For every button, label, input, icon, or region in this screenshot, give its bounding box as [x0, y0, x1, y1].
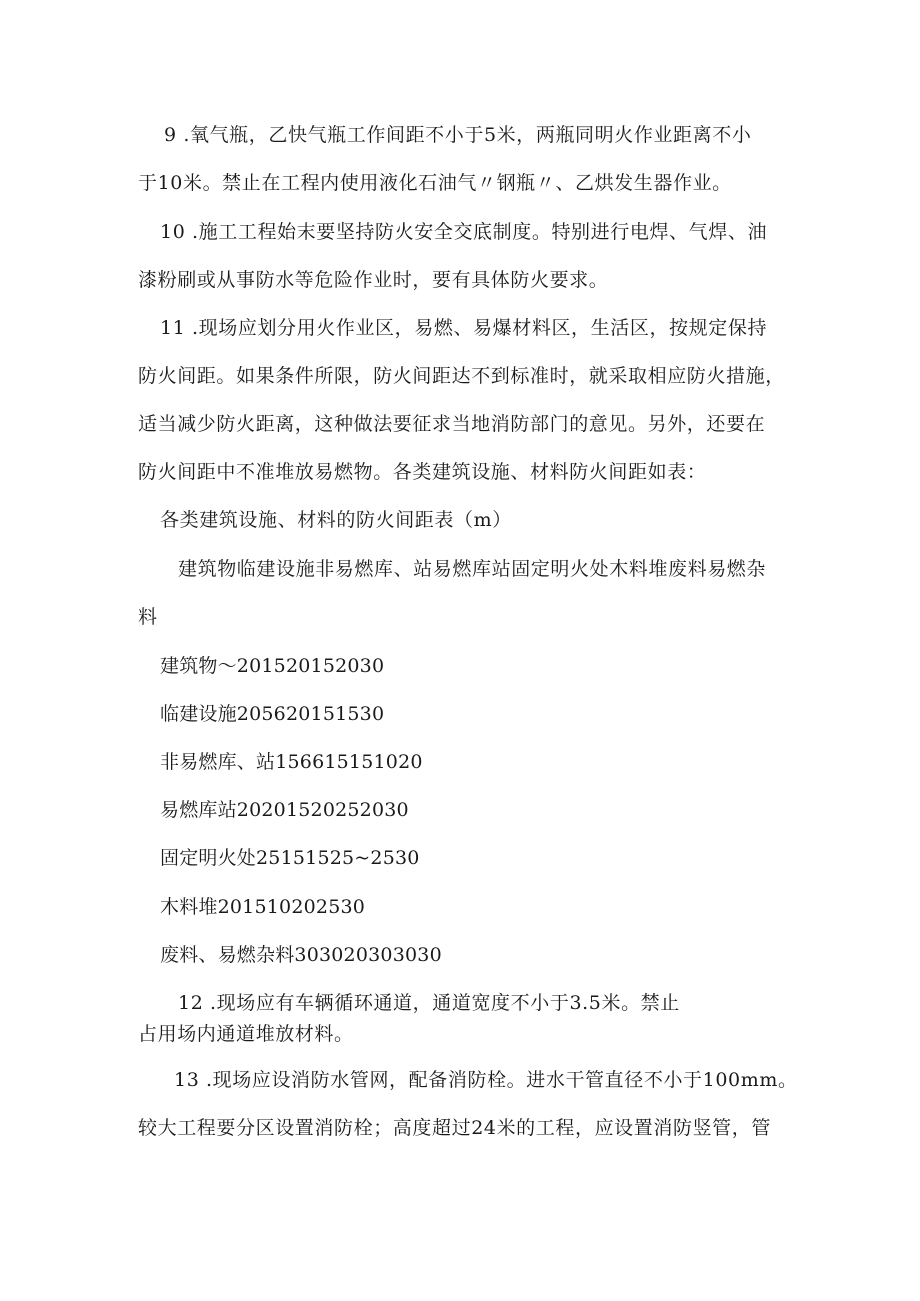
- paragraph-9-line-1: 9 .氧气瓶，乙快气瓶工作间距不小于5米，两瓶同明火作业距离不小: [164, 124, 752, 146]
- table-caption: 各类建筑设施、材料的防火间距表（m）: [160, 509, 512, 531]
- paragraph-13-line-2: 较大工程要分区设置消防栓；高度超过24米的工程，应设置消防竖管，管: [138, 1117, 771, 1139]
- paragraph-11-line-4: 防火间距中不准堆放易燃物。各类建筑设施、材料防火间距如表：: [138, 461, 707, 483]
- paragraph-9-line-2: 于10米。禁止在工程内使用液化石油气〃钢瓶〃、乙烘发生器作业。: [138, 172, 732, 194]
- paragraph-11-line-2: 防火间距。如果条件所限，防火间距达不到标准时，就采取相应防火措施，: [138, 365, 785, 387]
- table-header-line-1: 建筑物临建设施非易燃库、站易燃库站固定明火处木料堆废料易燃杂: [178, 558, 767, 580]
- table-row: 易燃库站20201520252030: [160, 799, 409, 821]
- table-row: 临建设施205620151530: [160, 703, 385, 725]
- paragraph-13-line-1: 13 .现场应设消防水管网，配备消防栓。进水干管直径不小于100mm。: [174, 1069, 798, 1091]
- table-header-line-2: 料: [138, 606, 158, 628]
- paragraph-12-line-1: 12 .现场应有车辆循环通道，通道宽度不小于3.5米。禁止: [178, 992, 680, 1014]
- table-row: 固定明火处25151525~2530: [160, 847, 420, 869]
- paragraph-11-line-1: 11 .现场应划分用火作业区，易燃、易爆材料区，生活区，按规定保持: [160, 317, 768, 339]
- table-row: 建筑物～201520152030: [160, 655, 385, 677]
- paragraph-10-line-2: 漆粉刷或从事防水等危险作业时，要有具体防火要求。: [138, 269, 609, 291]
- paragraph-11-line-3: 适当减少防火距离，这种做法要征求当地消防部门的意见。另外，还要在: [138, 413, 766, 435]
- paragraph-12-line-2: 占用场内通道堆放材料。: [138, 1023, 354, 1045]
- table-row: 非易燃库、站156615151020: [160, 751, 423, 773]
- table-row: 木料堆201510202530: [160, 896, 366, 918]
- table-row: 废料、易燃杂料303020303030: [160, 944, 442, 966]
- paragraph-10-line-1: 10 .施工工程始末要坚持防火安全交底制度。特别进行电焊、气焊、油: [160, 221, 768, 243]
